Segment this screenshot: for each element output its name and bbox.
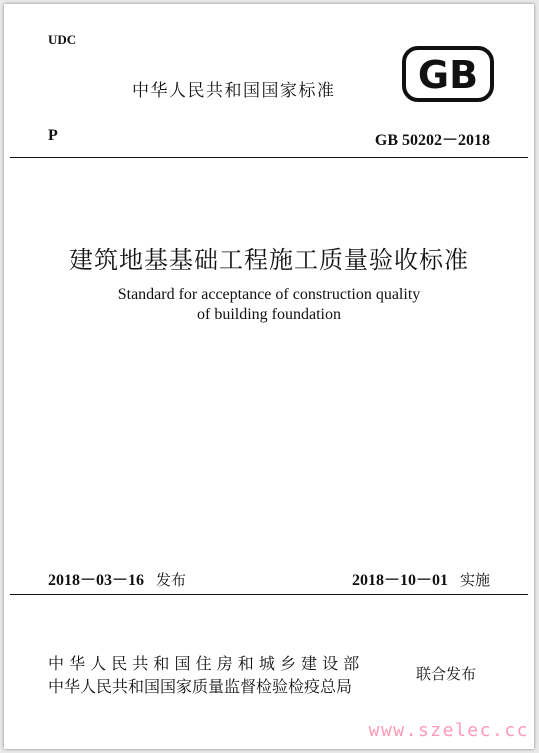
publish-label: 发布	[156, 571, 187, 589]
standard-cover-page	[4, 4, 534, 749]
publish-date-value: 2018－03－16	[48, 572, 145, 589]
issuer-ministry-housing: 中 华 人 民 共 和 国 住 房 和 城 乡 建 设 部	[48, 654, 360, 673]
implement-label: 实施	[459, 571, 490, 589]
national-standard-label: 中华人民共和国国家标准	[132, 81, 336, 101]
publish-date	[48, 567, 186, 590]
english-title-line2: of building foundation	[197, 306, 341, 323]
gb-logo	[402, 46, 494, 102]
udc-label: UDC	[48, 32, 77, 47]
english-title-line1: Standard for acceptance of construction quality	[117, 286, 421, 303]
implement-date	[352, 567, 490, 590]
footer-divider	[10, 594, 528, 595]
joint-issue-label: 联合发布	[416, 665, 477, 683]
site-watermark: www.szelec.cc	[368, 720, 529, 741]
gb-logo-text: GB	[417, 53, 479, 97]
header-divider	[10, 157, 528, 158]
chinese-title: 建筑地基基础工程施工质量验收标准	[69, 246, 469, 274]
issuer-quality-supervision: 中华人民共和国国家质量监督检验检疫总局	[48, 677, 353, 696]
implement-date-value: 2018－10－01	[351, 572, 448, 589]
standard-number: GB 50202－2018	[374, 132, 490, 149]
category-code: P	[48, 127, 58, 144]
